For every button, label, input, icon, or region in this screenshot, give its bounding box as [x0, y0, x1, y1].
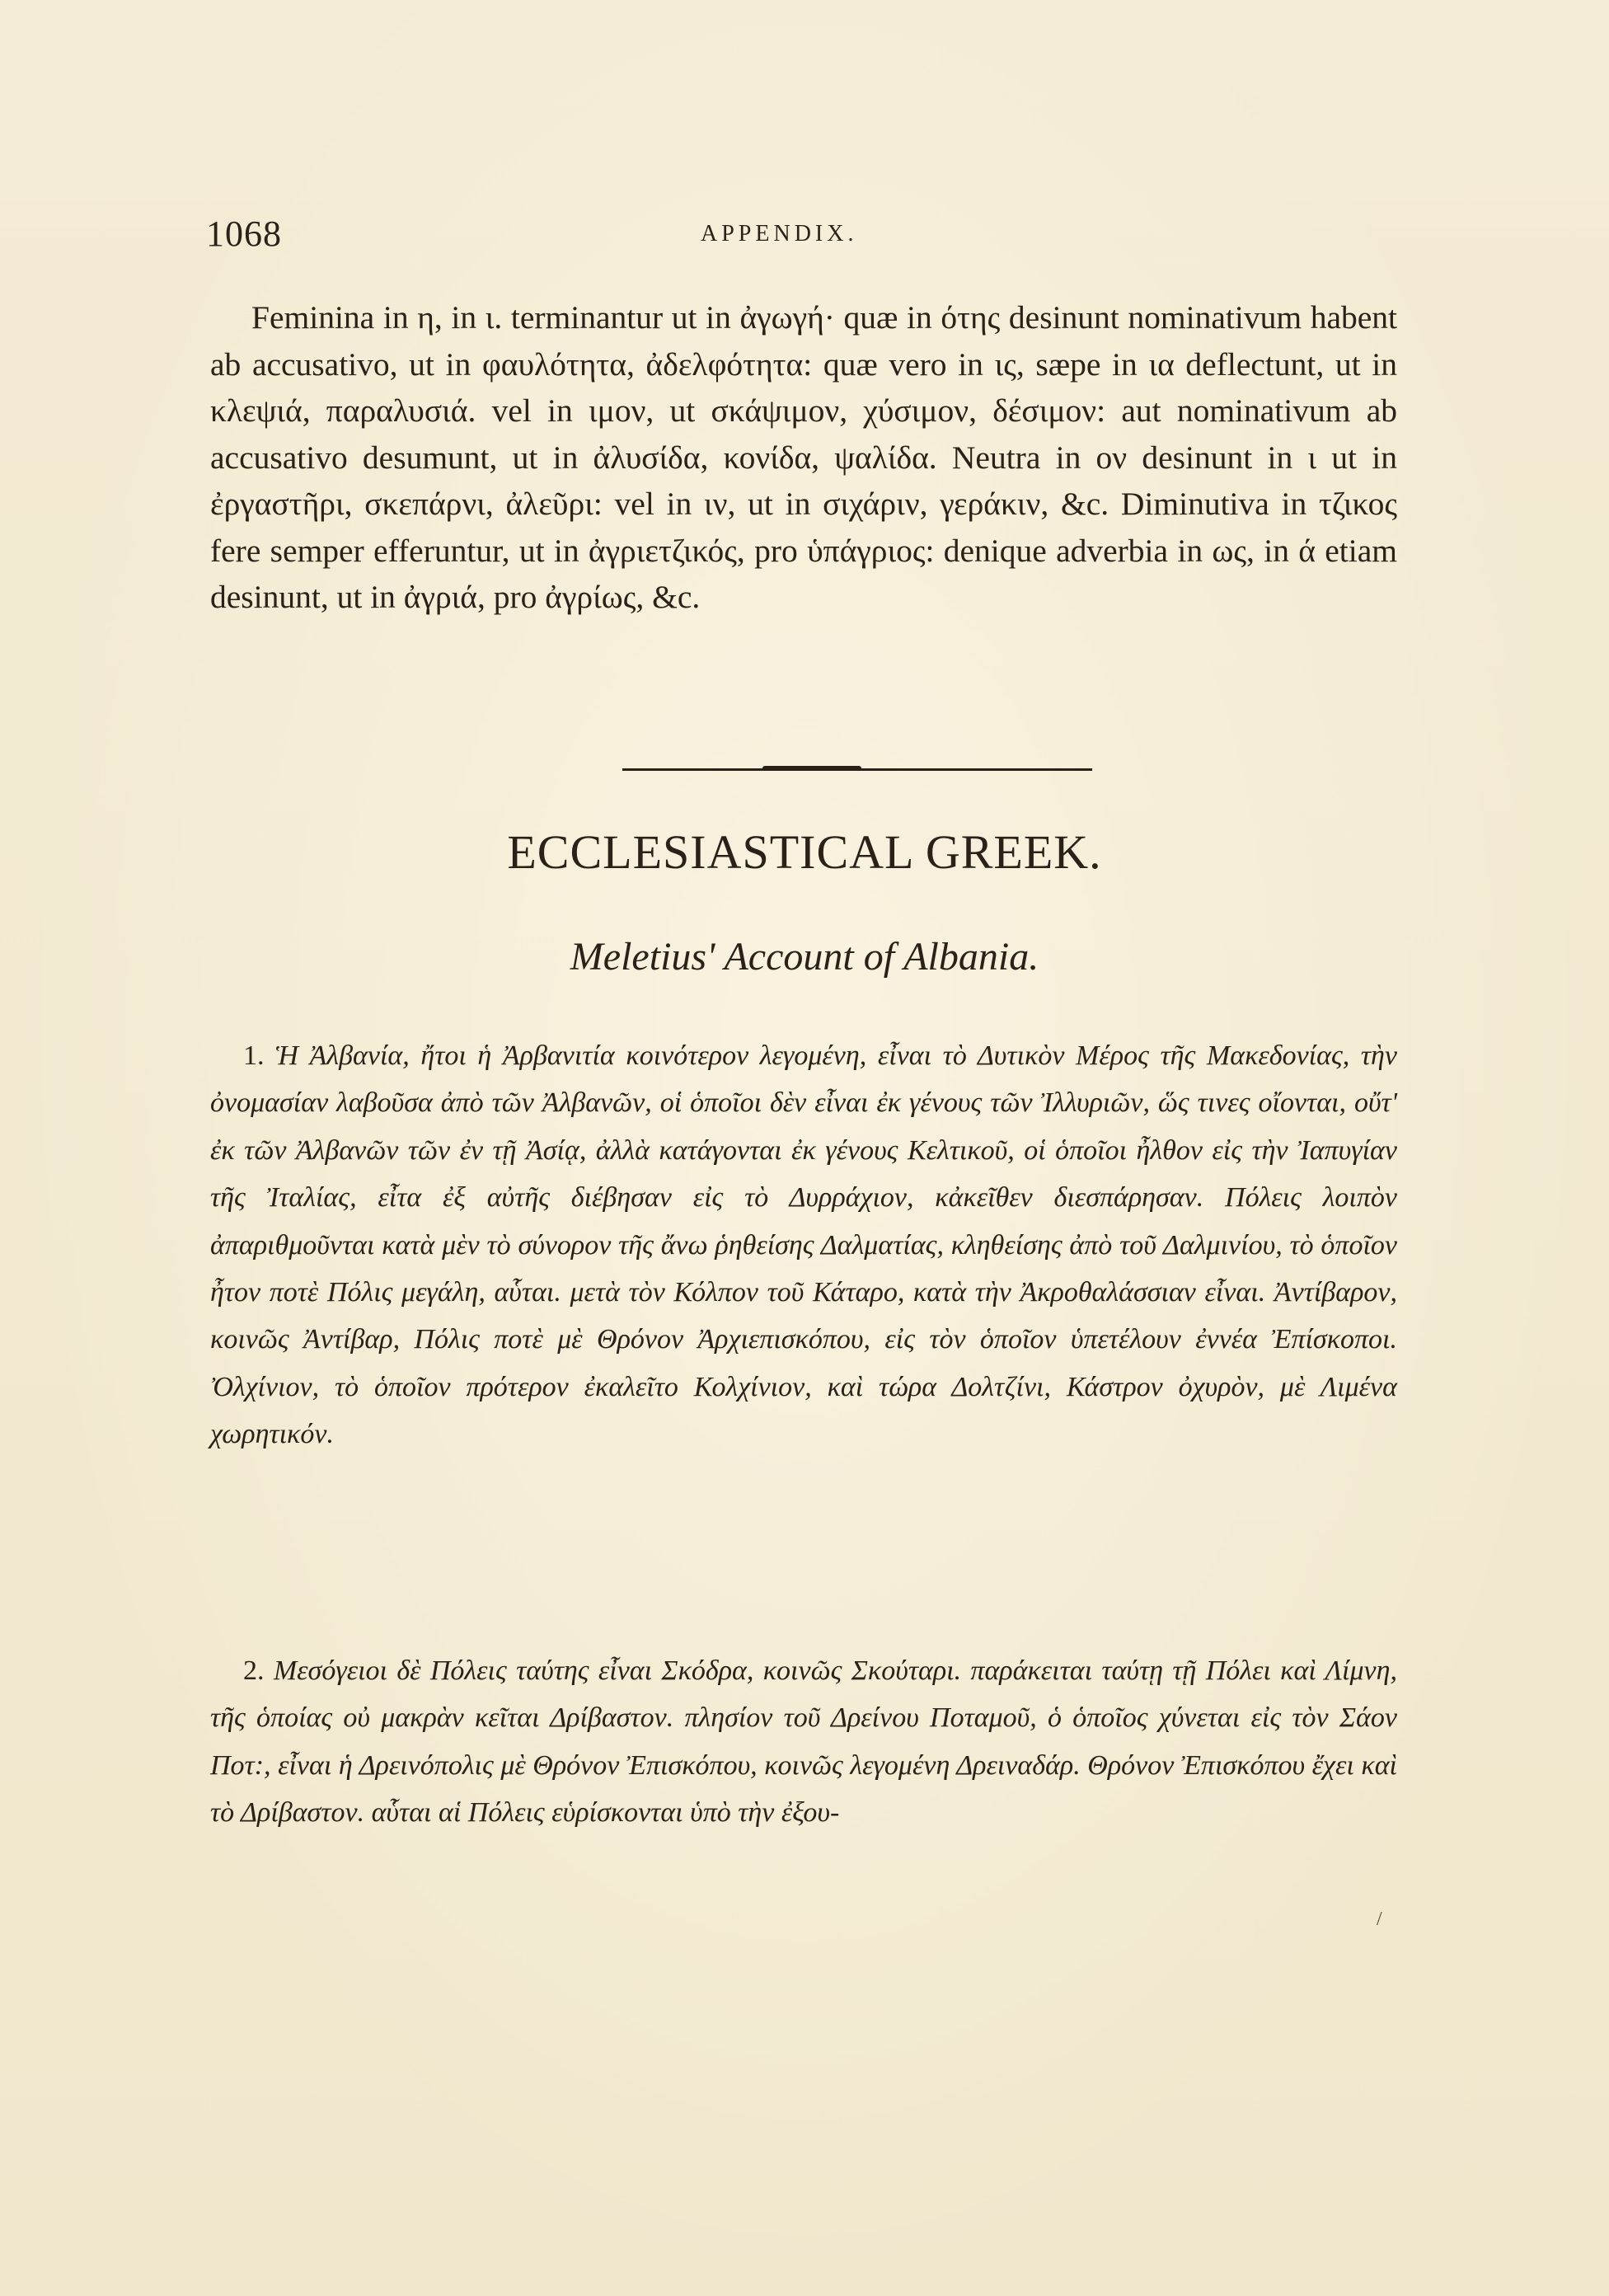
section-divider-ornament [762, 766, 861, 771]
paragraph-text: Ἡ Ἀλβανία, ἤτοι ἡ Ἀρβανιτία κοινότερον λεγομένη, εἶναι τὸ Δυτικὸν Μέρος τῆς Μακεδονίας, τὴν ὀνομασίαν λαβοῦσα ἀπὸ τῶν Ἀλβανῶν, οἱ ὁποῖοι δὲν εἶναι ἐκ γένους τῶν Ἰλλυριῶν, ὥς τινες οἴονται, οὔτ' ἐκ τῶν Ἀλβανῶν τῶν ἐν τῇ Ἀσίᾳ, ἀλλὰ κατάγονται ἐκ γένους Κελτικοῦ, οἱ ὁποῖοι ἦλθον εἰς τὴν Ἰαπυγίαν τῆς Ἰταλίας, εἶτα ἐξ αὐτῆς διέβησαν εἰς τὸ Δυρράχιον, κἀκεῖθεν διεσπάρησαν. Πόλεις λοιπὸν ἀπαριθμοῦνται κατὰ μὲν τὸ σύνορον τῆς ἄνω ῥηθείσης Δαλματίας, κληθείσης ἀπὸ τοῦ Δαλμινίου, τὸ ὁποῖον ἦτον ποτὲ Πόλις μεγάλη, αὗται. μετὰ τὸν Κόλπον τοῦ Κάταρο, κατὰ τὴν Ἀκροθαλάσσιαν εἶναι. Ἀντίβαρον, κοινῶς Ἀντίβαρ, Πόλις ποτὲ μὲ Θρόνον Ἀρχιεπισκόπου, εἰς τὸν ὁποῖον ὑπετέλουν ἐννέα Ἐπίσκοποι. Ὀλχίνιον, τὸ ὁποῖον πρότερον ἐκαλεῖτο Κολχίνιον, καὶ τώρα Δολτζίνι, Κάστρον ὀχυρὸν, μὲ Λιμένα χωρητικόν. [210, 1040, 1398, 1450]
page-number: 1068 [206, 214, 282, 254]
intro-paragraph: Feminina in η, in ι. terminantur ut in ἀγωγή· quæ in ότης desinunt nominativum habent ab accusativo, ut in φαυλότητα, ἀδελφότητα: quæ vero in ις, sæpe in ια deflectunt, ut in κλεψιά, παραλυσιά. vel in ιμον, ut σκάψιμον, χύσιμον, δέσιμον: aut nominativum ab accusativo desumunt, ut in ἀλυσίδα, κονίδα, ψαλίδα. Neutra in ον desinunt in ι ut in ἐργαστῆρι, σκεπάρνι, ἀλεῦρι: vel in ιν, ut in σιχάριν, γεράκιν, &c. Diminutiva in τζικος fere semper efferuntur, ut in ἀγριετζικός, pro ὑπάγριος: denique adverbia in ως, in ά etiam desinunt, ut in ἀγριά, pro ἀγρίως, &c. [210, 299, 1397, 615]
paragraph-2 [210, 1647, 1397, 1837]
paragraph-text: Μεσόγειοι δὲ Πόλεις ταύτης εἶναι Σκόδρα, κοινῶς Σκούταρι. παράκειται ταύτῃ τῇ Πόλει καὶ Λίμνη, τῆς ὁποίας οὐ μακρὰν κεῖται Δρίβαστον. πλησίον τοῦ Δρείνου Ποταμοῦ, ὁ ὁποῖος χύνεται εἰς τὸν Σάον Ποτ:, εἶναι ἡ Δρεινόπολις μὲ Θρόνον Ἐπισκόπου, κοινῶς λεγομένη Δρειναδάρ. Θρόνον Ἐπισκόπου ἔχει καὶ τὸ Δρίβαστον. αὗται αἱ Πόλεις εὑρίσκονται ὑπὸ τὴν ἐξου- [210, 1655, 1398, 1829]
paragraph-number: 2. [243, 1655, 265, 1686]
section-title: ECCLESIASTICAL GREEK. [507, 825, 1102, 879]
footnote-mark: / [1377, 1909, 1382, 1930]
running-title: APPENDIX. [701, 221, 858, 247]
section-subtitle: Meletius' Account of Albania. [570, 935, 1039, 979]
paragraph-1 [210, 1032, 1397, 1458]
running-head [206, 213, 1418, 262]
paragraph-number: 1. [243, 1040, 265, 1071]
